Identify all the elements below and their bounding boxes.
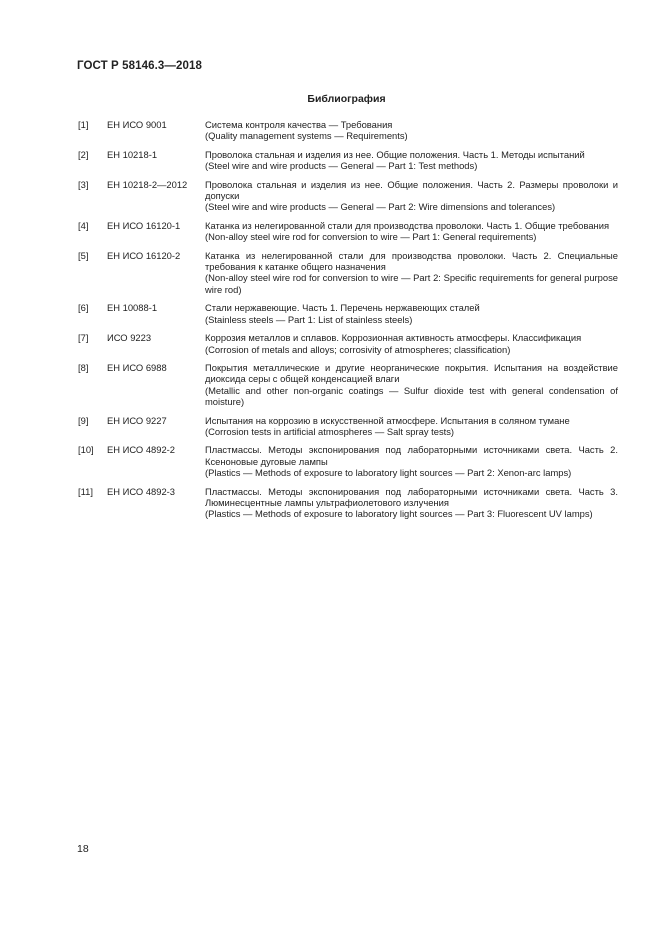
bibliography-entry <box>78 444 618 478</box>
entry-standard-code: ИСО 9223 <box>107 332 152 344</box>
bibliography-entry <box>78 362 618 408</box>
bibliography-entry <box>78 302 618 325</box>
bibliography-entry <box>78 220 618 243</box>
entry-title-ru: Система контроля качества — Требования <box>205 119 393 130</box>
bibliography-entry <box>78 179 618 213</box>
entry-number: [2] <box>78 148 89 160</box>
entry-title-ru: Коррозия металлов и сплавов. Коррозионная активность атмосферы. Классификация <box>205 332 582 344</box>
entry-title-en: (Plastics — Methods of exposure to laboratory light sources — Part 3: Fluorescent UV lamps) <box>205 508 593 520</box>
document-header: ГОСТ Р 58146.3—2018 <box>77 60 202 72</box>
entry-title-ru: Пластмассы. Методы экспонирования под лабораторными источниками света. Часть 2. Ксеноновые дуговые лампы <box>205 444 618 467</box>
bibliography-entry <box>78 149 618 172</box>
page-number: 18 <box>77 843 89 855</box>
entry-title-en: (Stainless steels — Part 1: List of stainless steels) <box>205 313 413 325</box>
entry-number: [7] <box>78 332 89 344</box>
entry-title-ru: Пластмассы. Методы экспонирования под лабораторными источниками света. Часть 3. Люминесцентные лампы ультрафиолетового излучения <box>205 485 618 508</box>
entry-standard-code: ЕН ИСО 4892-3 <box>107 485 176 497</box>
entry-title-en: (Metallic and other non-organic coatings — Sulfur dioxide test with general condensation of moisture) <box>205 384 618 408</box>
entry-title-en: (Plastics — Methods of exposure to laboratory light sources — Part 2: Xenon-arc lamps) <box>205 467 572 479</box>
section-title-text: Библиография <box>307 93 386 105</box>
entry-title-en: (Steel wire and wire products — General — Part 2: Wire dimensions and tolerances) <box>205 201 556 213</box>
entry-standard-code: ЕН 10218-1 <box>107 148 158 160</box>
entry-number: [4] <box>78 219 89 231</box>
entry-title-en: (Non-alloy steel wire rod for conversion to wire — Part 1: General requirements) <box>205 231 537 243</box>
entry-standard-code: ЕН ИСО 6988 <box>107 361 167 373</box>
entry-title-ru: Испытания на коррозию в искусственной атмосфере. Испытания в соляном тумане <box>205 414 570 426</box>
entry-standard-code: ЕН ИСО 16120-2 <box>107 249 181 261</box>
entry-title-ru: Катанка из нелегированной стали для производства проволоки. Часть 2. Специальные требования к катанке общего назначения <box>205 249 618 273</box>
entry-number: [6] <box>78 302 89 314</box>
entry-title-en: (Corrosion of metals and alloys; corrosivity of atmospheres; classification) <box>205 343 511 355</box>
bibliography-list <box>78 119 618 527</box>
entry-title-ru: Стали нержавеющие. Часть 1. Перечень нержавеющих сталей <box>205 302 480 314</box>
entry-title-ru: Покрытия металлические и другие неорганические покрытия. Испытания на воздействие диоксида серы с общей конденсацией влаги <box>205 361 618 385</box>
entry-title-ru: Катанка из нелегированной стали для производства проволоки. Часть 1. Общие требования <box>205 219 610 231</box>
entry-number: [1] <box>78 119 89 130</box>
entry-title-en: (Quality management systems — Requirements) <box>205 130 408 142</box>
entry-number: [3] <box>78 178 89 190</box>
bibliography-entry <box>78 486 618 520</box>
entry-standard-code: ЕН ИСО 9227 <box>107 414 167 426</box>
entry-standard-code: ЕН ИСО 16120-1 <box>107 219 181 231</box>
entry-title-ru: Проволока стальная и изделия из нее. Общие положения. Часть 2. Размеры проволоки и допуски <box>205 178 618 202</box>
entry-standard-code: ЕН 10088-1 <box>107 302 158 314</box>
entry-standard-code: ЕН ИСО 4892-2 <box>107 444 176 456</box>
bibliography-entry <box>78 415 618 438</box>
entry-number: [5] <box>78 249 89 261</box>
entry-title-en: (Steel wire and wire products — General — Part 1: Test methods) <box>205 160 478 172</box>
entry-title-ru: Проволока стальная и изделия из нее. Общие положения. Часть 1. Методы испытаний <box>205 148 585 160</box>
entry-standard-code: ЕН ИСО 9001 <box>107 119 167 130</box>
entry-number: [11] <box>78 485 93 497</box>
bibliography-entry <box>78 250 618 296</box>
entry-title-en: (Non-alloy steel wire rod for conversion to wire — Part 2: Specific requirements for general purpose wire rod) <box>205 272 618 295</box>
entry-number: [9] <box>78 414 89 426</box>
entry-title-en: (Corrosion tests in artificial atmospheres — Salt spray tests) <box>205 425 455 437</box>
bibliography-entry <box>78 332 618 355</box>
entry-number: [10] <box>78 444 94 456</box>
entry-number: [8] <box>78 361 89 373</box>
entry-standard-code: ЕН 10218-2—2012 <box>107 178 188 190</box>
bibliography-entry <box>78 119 618 142</box>
section-title <box>0 93 661 105</box>
